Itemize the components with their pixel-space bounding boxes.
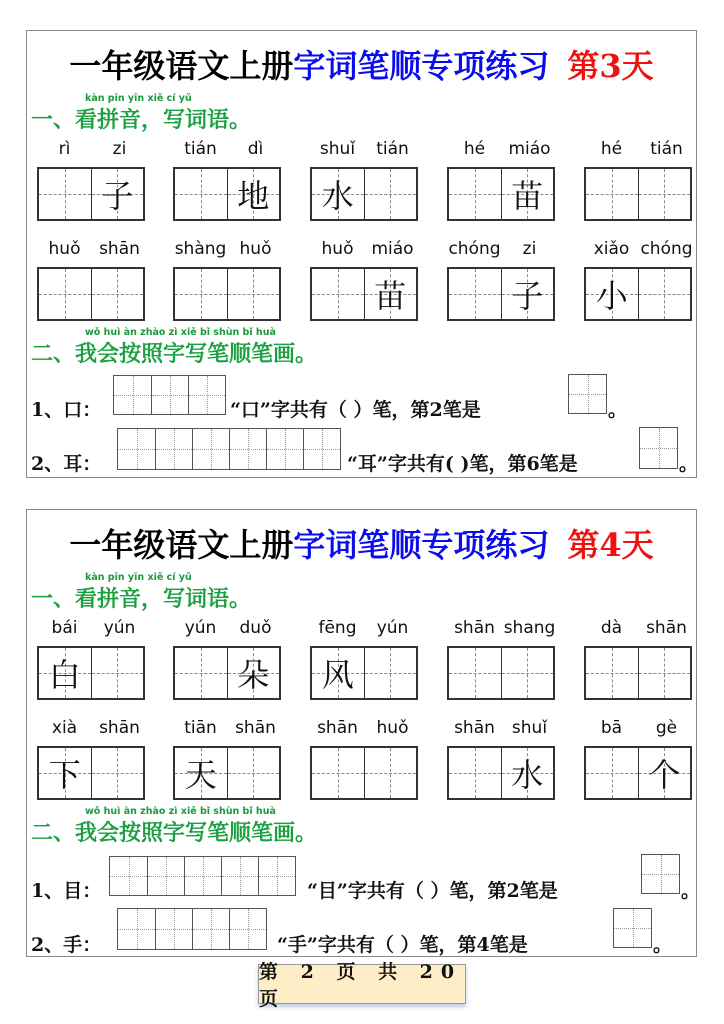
stroke-cell[interactable] xyxy=(192,429,229,469)
stroke-cell[interactable] xyxy=(147,857,184,895)
pinyin-label xyxy=(584,139,694,161)
stroke-cell[interactable] xyxy=(110,857,147,895)
pinyin-syllable: tián xyxy=(650,139,683,159)
tianzige-grid xyxy=(447,167,555,221)
pinyin-label xyxy=(584,718,694,740)
writing-cell[interactable] xyxy=(364,748,417,798)
tianzige-grid xyxy=(173,646,281,700)
writing-cell[interactable] xyxy=(501,169,554,219)
writing-cell[interactable] xyxy=(91,169,144,219)
section2-pinyin: wǒ huì àn zhào zì xiě bǐ shùn bǐ huà xyxy=(85,806,276,817)
given-character xyxy=(502,648,554,698)
given-character xyxy=(586,169,638,219)
tianzige-grid xyxy=(37,167,145,221)
pinyin-label xyxy=(37,139,147,161)
tianzige-grid xyxy=(447,646,555,700)
worksheet-day-3 xyxy=(26,30,697,478)
given-character: 水 xyxy=(511,756,544,794)
stroke-cell[interactable] xyxy=(266,429,303,469)
tianzige-grid xyxy=(173,167,281,221)
section2-heading: 二、我会按照字写笔顺笔画。 xyxy=(31,342,318,367)
pinyin-syllable: yún xyxy=(376,618,409,638)
pinyin-syllable: huǒ xyxy=(239,239,272,259)
pinyin-label xyxy=(37,718,147,740)
stroke-question: “目”字共有（ ）笔，第2笔是 xyxy=(307,880,558,902)
tianzige-grid xyxy=(37,267,145,321)
tianzige-grid xyxy=(310,267,418,321)
pinyin-syllable: gè xyxy=(655,718,678,738)
given-character xyxy=(365,169,417,219)
given-character xyxy=(586,748,638,798)
writing-cell[interactable] xyxy=(449,648,501,698)
pinyin-label xyxy=(173,618,283,640)
given-character: 下 xyxy=(48,756,81,794)
given-character xyxy=(639,169,691,219)
given-character xyxy=(92,648,144,698)
given-character: 苗 xyxy=(374,277,407,315)
pinyin-label xyxy=(173,239,283,261)
title-grade: 一年级语文上册 xyxy=(69,47,294,85)
section2-pinyin: wǒ huì àn zhào zì xiě bǐ shùn bǐ huà xyxy=(85,327,276,338)
tianzige-grid xyxy=(173,746,281,800)
tianzige-grid xyxy=(173,267,281,321)
stroke-cell[interactable] xyxy=(118,429,155,469)
stroke-cell[interactable] xyxy=(258,857,295,895)
stroke-end: 。 xyxy=(653,934,673,956)
pinyin-label xyxy=(173,139,283,161)
given-character xyxy=(228,269,280,319)
pinyin-label xyxy=(584,618,694,640)
stroke-question: “口”字共有（ ）笔，第2笔是 xyxy=(230,399,481,421)
pinyin-label xyxy=(173,718,283,740)
writing-cell[interactable] xyxy=(586,748,638,798)
stroke-answer-box[interactable] xyxy=(613,908,652,948)
writing-cell[interactable] xyxy=(227,169,280,219)
pinyin-syllable: hé xyxy=(600,139,623,159)
stroke-cell[interactable] xyxy=(229,909,266,949)
stroke-answer-box[interactable] xyxy=(641,854,680,894)
writing-cell[interactable] xyxy=(312,269,364,319)
given-character xyxy=(228,748,280,798)
given-character: 子 xyxy=(101,177,134,215)
tianzige-grid xyxy=(584,646,692,700)
tianzige-grid xyxy=(584,746,692,800)
title-day: 第4天 xyxy=(567,526,654,564)
writing-cell[interactable] xyxy=(449,269,501,319)
pinyin-label xyxy=(310,618,420,640)
writing-cell[interactable] xyxy=(364,648,417,698)
tianzige-grid xyxy=(37,646,145,700)
tianzige-grid xyxy=(447,746,555,800)
writing-cell[interactable] xyxy=(312,648,364,698)
pinyin-syllable: shān xyxy=(99,718,140,738)
stroke-cell[interactable] xyxy=(155,909,192,949)
stroke-item-label: 2、手： xyxy=(31,934,102,956)
pinyin-syllable: yún xyxy=(184,618,217,638)
given-character xyxy=(586,648,638,698)
writing-cell[interactable] xyxy=(449,748,501,798)
given-character xyxy=(365,748,417,798)
given-character: 苗 xyxy=(511,177,544,215)
given-character: 子 xyxy=(511,277,544,315)
given-character xyxy=(449,169,501,219)
given-character: 地 xyxy=(237,177,270,215)
pinyin-syllable: tián xyxy=(184,139,217,159)
pinyin-syllable: huǒ xyxy=(48,239,81,259)
pinyin-syllable: shàng xyxy=(174,239,227,259)
writing-cell[interactable] xyxy=(91,269,144,319)
tianzige-grid xyxy=(310,167,418,221)
pinyin-syllable: shān xyxy=(646,618,687,638)
given-character: 风 xyxy=(321,656,354,694)
stroke-end: 。 xyxy=(608,399,628,421)
pinyin-syllable: shān xyxy=(454,618,495,638)
section1-heading: 一、看拼音，写词语。 xyxy=(31,587,252,612)
given-character xyxy=(175,648,227,698)
stroke-cell[interactable] xyxy=(303,429,340,469)
writing-cell[interactable] xyxy=(312,748,364,798)
stroke-cell[interactable] xyxy=(118,909,155,949)
stroke-item-label: 1、口： xyxy=(31,399,102,421)
given-character xyxy=(39,169,91,219)
writing-cell[interactable] xyxy=(175,748,227,798)
pinyin-syllable: zi xyxy=(522,239,537,259)
given-character xyxy=(639,648,691,698)
stroke-item-label: 1、目： xyxy=(31,880,102,902)
pinyin-syllable: dì xyxy=(247,139,264,159)
pinyin-syllable: tiān xyxy=(184,718,217,738)
writing-cell[interactable] xyxy=(91,748,144,798)
tianzige-grid xyxy=(310,746,418,800)
stroke-order-grid[interactable] xyxy=(113,375,226,415)
stroke-question: “耳”字共有( )笔，第6笔是 xyxy=(347,453,578,475)
stroke-answer-box[interactable] xyxy=(568,374,607,414)
writing-cell[interactable] xyxy=(227,748,280,798)
pinyin-syllable: yún xyxy=(103,618,136,638)
pinyin-syllable: shuǐ xyxy=(511,718,548,738)
pinyin-syllable: xià xyxy=(51,718,78,738)
stroke-cell[interactable] xyxy=(184,857,221,895)
section1-heading: 一、看拼音，写词语。 xyxy=(31,108,252,133)
writing-cell[interactable] xyxy=(638,748,691,798)
writing-cell[interactable] xyxy=(449,169,501,219)
stroke-cell[interactable] xyxy=(640,428,677,468)
given-character xyxy=(449,648,501,698)
writing-cell[interactable] xyxy=(586,269,638,319)
title-topic: 字词笔顺专项练习 xyxy=(293,526,550,564)
given-character: 朵 xyxy=(237,656,270,694)
stroke-order-grid[interactable] xyxy=(117,428,341,470)
given-character xyxy=(312,269,364,319)
writing-cell[interactable] xyxy=(364,169,417,219)
section2-heading: 二、我会按照字写笔顺笔画。 xyxy=(31,821,318,846)
writing-cell[interactable] xyxy=(91,648,144,698)
tianzige-grid xyxy=(584,167,692,221)
stroke-item-label: 2、耳： xyxy=(31,453,102,475)
title-grade: 一年级语文上册 xyxy=(69,526,294,564)
writing-cell[interactable] xyxy=(39,648,91,698)
writing-cell[interactable] xyxy=(175,648,227,698)
given-character xyxy=(92,269,144,319)
pinyin-syllable: huǒ xyxy=(376,718,409,738)
pinyin-label xyxy=(447,718,557,740)
stroke-cell[interactable] xyxy=(188,376,225,414)
writing-cell[interactable] xyxy=(638,648,691,698)
given-character: 白 xyxy=(48,656,81,694)
writing-cell[interactable] xyxy=(364,269,417,319)
tianzige-grid xyxy=(37,746,145,800)
pinyin-syllable: hé xyxy=(463,139,486,159)
pinyin-syllable: shān xyxy=(99,239,140,259)
given-character xyxy=(175,169,227,219)
worksheet-title xyxy=(27,41,696,87)
pinyin-syllable: shān xyxy=(454,718,495,738)
stroke-answer-box[interactable] xyxy=(639,427,678,469)
pinyin-label xyxy=(447,618,557,640)
pinyin-label xyxy=(37,618,147,640)
pinyin-syllable: chóng xyxy=(640,239,693,259)
pinyin-label xyxy=(447,139,557,161)
writing-cell[interactable] xyxy=(175,169,227,219)
given-character xyxy=(39,269,91,319)
pinyin-syllable: miáo xyxy=(371,239,414,259)
stroke-question: “手”字共有（ ）笔，第4笔是 xyxy=(277,934,528,956)
worksheet-title xyxy=(27,520,696,566)
title-day: 第3天 xyxy=(567,47,654,85)
stroke-cell[interactable] xyxy=(221,857,258,895)
pinyin-syllable: shang xyxy=(503,618,556,638)
pinyin-syllable: tián xyxy=(376,139,409,159)
pinyin-label xyxy=(310,239,420,261)
writing-cell[interactable] xyxy=(638,169,691,219)
worksheet-day-4 xyxy=(26,509,701,957)
writing-cell[interactable] xyxy=(39,748,91,798)
stroke-end: 。 xyxy=(681,880,701,902)
given-character xyxy=(365,648,417,698)
writing-cell[interactable] xyxy=(501,748,554,798)
pinyin-syllable: xiǎo xyxy=(593,239,630,259)
given-character xyxy=(312,748,364,798)
given-character xyxy=(449,748,501,798)
writing-cell[interactable] xyxy=(39,269,91,319)
section1-pinyin: kàn pīn yīn xiě cí yǔ xyxy=(85,572,192,583)
given-character xyxy=(92,748,144,798)
pinyin-syllable: rì xyxy=(58,139,71,159)
given-character: 水 xyxy=(321,177,354,215)
stroke-order-grid[interactable] xyxy=(117,908,267,950)
stroke-cell[interactable] xyxy=(229,429,266,469)
given-character xyxy=(639,269,691,319)
stroke-cell[interactable] xyxy=(614,909,651,947)
stroke-order-grid[interactable] xyxy=(109,856,296,896)
writing-cell[interactable] xyxy=(586,648,638,698)
tianzige-grid xyxy=(447,267,555,321)
section1-pinyin: kàn pīn yīn xiě cí yǔ xyxy=(85,93,192,104)
writing-cell[interactable] xyxy=(638,269,691,319)
pinyin-label xyxy=(310,718,420,740)
writing-cell[interactable] xyxy=(312,169,364,219)
pinyin-syllable: duǒ xyxy=(239,618,272,638)
writing-cell[interactable] xyxy=(175,269,227,319)
pinyin-syllable: fēng xyxy=(318,618,357,638)
writing-cell[interactable] xyxy=(39,169,91,219)
pinyin-syllable: bái xyxy=(51,618,78,638)
pinyin-syllable: shān xyxy=(235,718,276,738)
writing-cell[interactable] xyxy=(501,648,554,698)
pinyin-syllable: chóng xyxy=(448,239,501,259)
stroke-end: 。 xyxy=(679,453,699,475)
writing-cell[interactable] xyxy=(501,269,554,319)
title-topic: 字词笔顺专项练习 xyxy=(293,47,550,85)
writing-cell[interactable] xyxy=(227,269,280,319)
stroke-cell[interactable] xyxy=(642,855,679,893)
pinyin-syllable: bā xyxy=(600,718,623,738)
pinyin-label xyxy=(584,239,694,261)
pinyin-label xyxy=(310,139,420,161)
pinyin-syllable: miáo xyxy=(508,139,551,159)
given-character: 个 xyxy=(648,756,681,794)
stroke-cell[interactable] xyxy=(192,909,229,949)
stroke-cell[interactable] xyxy=(155,429,192,469)
given-character: 小 xyxy=(595,277,628,315)
tianzige-grid xyxy=(584,267,692,321)
pinyin-label xyxy=(447,239,557,261)
pinyin-syllable: dà xyxy=(600,618,623,638)
writing-cell[interactable] xyxy=(227,648,280,698)
pinyin-syllable: shuǐ xyxy=(319,139,356,159)
given-character xyxy=(449,269,501,319)
pinyin-label xyxy=(37,239,147,261)
given-character: 天 xyxy=(184,756,217,794)
pinyin-syllable: huǒ xyxy=(321,239,354,259)
stroke-cell[interactable] xyxy=(569,375,606,413)
page-indicator: 第 2 页 共 20 页 xyxy=(258,964,466,1004)
writing-cell[interactable] xyxy=(586,169,638,219)
pinyin-syllable: zi xyxy=(112,139,127,159)
stroke-cell[interactable] xyxy=(151,376,188,414)
stroke-cell[interactable] xyxy=(114,376,151,414)
given-character xyxy=(175,269,227,319)
tianzige-grid xyxy=(310,646,418,700)
pinyin-syllable: shān xyxy=(317,718,358,738)
